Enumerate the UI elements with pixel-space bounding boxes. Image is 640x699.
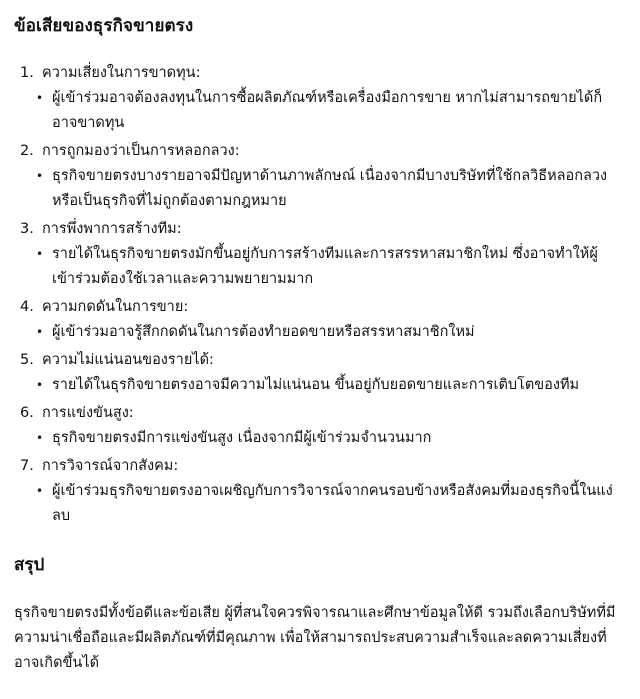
detail-text: รายได้ในธุรกิจขายตรงมักขึ้นอยู่กับการสร้างทีมและการสรรหาสมาชิกใหม่ ซึ่งอาจทำให้ผู้เข้าร่วมต้องใช้เวลาและความพยายามมาก	[52, 246, 598, 287]
list-item	[14, 455, 626, 529]
point-title-row	[14, 218, 626, 240]
list-item	[14, 140, 626, 214]
point-number: 7.	[20, 458, 34, 474]
point-number: 1.	[20, 65, 34, 81]
disadvantages-list	[14, 62, 626, 529]
point-title: ความกดดันในการขาย:	[42, 299, 189, 315]
point-details	[14, 426, 626, 451]
list-item	[14, 218, 626, 292]
detail-text: ผู้เข้าร่วมอาจรู้สึกกดดันในการต้องทำยอดขายหรือสรรหาสมาชิกใหม่	[52, 324, 475, 340]
point-title: ความไม่แน่นอนของรายได้:	[42, 352, 214, 368]
point-title: การวิจารณ์จากสังคม:	[42, 458, 179, 474]
detail-text: ธุรกิจขายตรงบางรายอาจมีปัญหาด้านภาพลักษณ์ เนื่องจากมีบางบริษัทที่ใช้กลวิธีหลอกลวงหรือเป็นธุรกิจที่ไม่ถูกต้องตามกฎหมาย	[52, 168, 608, 209]
point-title: การแข่งขันสูง:	[42, 405, 134, 421]
point-number: 4.	[20, 299, 34, 315]
bullet-icon: •	[36, 169, 44, 183]
detail-item	[36, 242, 626, 292]
point-title-row	[14, 140, 626, 162]
bullet-icon: •	[36, 325, 44, 339]
point-title-row	[14, 402, 626, 424]
point-title-row	[14, 349, 626, 371]
list-item	[14, 62, 626, 136]
bullet-icon: •	[36, 431, 44, 445]
summary-text: ธุรกิจขายตรงมีทั้งข้อดีและข้อเสีย ผู้ที่สนใจควรพิจารณาและศึกษาข้อมูลให้ดี รวมถึงเลือกบริษัทที่มีความน่าเชื่อถือและมีผลิตภัณฑ์ที่มีคุณภาพ เพื่อให้สามารถประสบความสำเร็จและลดความเสี่ยงที่อาจเกิดขึ้นได้	[14, 605, 616, 671]
bullet-icon: •	[36, 247, 44, 261]
point-title-row	[14, 62, 626, 84]
point-title-row	[14, 455, 626, 477]
point-details	[14, 320, 626, 345]
point-title-row	[14, 296, 626, 318]
point-title: การพึ่งพาการสร้างทีม:	[42, 221, 182, 237]
point-number: 3.	[20, 221, 34, 237]
detail-text: ผู้เข้าร่วมธุรกิจขายตรงอาจเผชิญกับการวิจารณ์จากคนรอบข้างหรือสังคมที่มองธุรกิจนี้ในแง่ลบ	[52, 483, 613, 524]
point-details	[14, 373, 626, 398]
point-details	[14, 86, 626, 136]
point-details	[14, 242, 626, 292]
detail-text: รายได้ในธุรกิจขายตรงอาจมีความไม่แน่นอน ขึ้นอยู่กับยอดขายและการเติบโตของทีม	[52, 377, 580, 393]
detail-item	[36, 320, 626, 345]
list-item	[14, 296, 626, 345]
list-item	[14, 402, 626, 451]
bullet-icon: •	[36, 484, 44, 498]
detail-item	[36, 86, 626, 136]
bullet-icon: •	[36, 378, 44, 392]
point-number: 2.	[20, 143, 34, 159]
detail-item	[36, 164, 626, 214]
list-item	[14, 349, 626, 398]
detail-text: ผู้เข้าร่วมอาจต้องลงทุนในการซื้อผลิตภัณฑ์หรือเครื่องมือการขาย หากไม่สามารถขายได้ก็อาจขาดทุน	[52, 90, 603, 131]
point-number: 5.	[20, 352, 34, 368]
point-title: ความเสี่ยงในการขาดทุน:	[42, 65, 201, 81]
section-heading: ข้อเสียของธุรกิจขายตรง	[14, 16, 194, 36]
point-details	[14, 164, 626, 214]
detail-item	[36, 479, 626, 529]
detail-item	[36, 426, 626, 451]
point-details	[14, 479, 626, 529]
detail-item	[36, 373, 626, 398]
point-title: การถูกมองว่าเป็นการหลอกลวง:	[42, 143, 240, 159]
bullet-icon: •	[36, 91, 44, 105]
summary-heading: สรุป	[14, 555, 45, 575]
point-number: 6.	[20, 405, 34, 421]
detail-text: ธุรกิจขายตรงมีการแข่งขันสูง เนื่องจากมีผู้เข้าร่วมจำนวนมาก	[52, 430, 432, 446]
